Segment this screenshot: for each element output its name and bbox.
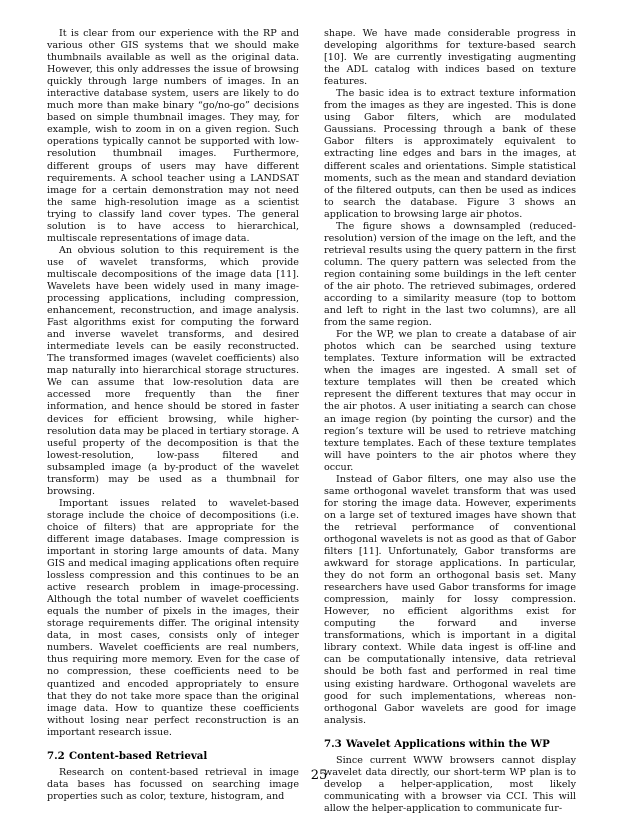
- paragraph: The figure shows a downsampled (reduced-resolution) version of the image on the left, and the retrieval results using the query pattern in the first column. The query pattern was selected from the region containing some buildings in the left center of the air photo. The retrieved subimages, ordered according to a similarity measure (top to bottom and left to right in the last two columns), are all from the same region.: [324, 220, 576, 329]
- paragraph: shape. We have made considerable progress in developing algorithms for texture-based search [10]. We are currently investigating augmenting the ADL catalog with indices based on texture features.: [324, 28, 576, 88]
- paragraph: It is clear from our experience with the RP and various other GIS systems that we should make thumbnails available as well as the original data. However, this only addresses the issue of browsing quickly through large numbers of images. In an interactive database system, users are likely to do much more than make binary “go/no-go” decisions based on simple thumbnail images. They may, for example, wish to zoom in on a given region. Such operations typically cannot be supported with low-resolution thumbnail images. Furthermore, different groups of users may have different requirements. A school teacher using a LANDSAT image for a certain demonstration may not need the same high-resolution image as a scientist trying to classify land cover types. The general solution is to have access to hierarchical, multiscale representations of image data.: [47, 28, 299, 244]
- section-title: Content-based Retrieval: [69, 749, 208, 762]
- paragraph: Research on content-based retrieval in image data bases has focussed on searching image properties such as color, texture, histogram, and: [47, 766, 299, 802]
- section-number: 7.2: [47, 749, 65, 762]
- paragraph: Important issues related to wavelet-based storage include the choice of decompositions (i.e. choice of filters) that are appropriate for the different image databases. Image compression is important in storing large amounts of data. Many GIS and medical imaging applications often require lossless compression and this continues to be an active research problem in image-processing. Although the total number of wavelet coefficients equals the number of pixels in the images, their storage requirements differ. The original intensity data, in most cases, consists only of integer numbers. Wavelet coefficients are real numbers, thus requiring more memory. Even for the case of no compression, these coefficients need to be quantized and encoded appropriately to ensure that they do not take more space than the original image data. How to quantize these coefficients without losing near perfect reconstruction is an important research issue.: [47, 497, 299, 738]
- paragraph: An obvious solution to this requirement is the use of wavelet transforms, which provide multiscale decompositions of the image data [11]. Wavelets have been widely used in many image-processing applications, including compression, enhancement, reconstruction, and image analysis. Fast algorithms exist for computing the forward and inverse wavelet transforms, and desired intermediate levels can be easily reconstructed. The transformed images (wavelet coefficients) also map naturally into hierarchical storage structures. We can assume that low-resolution data are accessed more frequently than the finer information, and hence should be stored in faster devices for efficient browsing, while higher-resolution data may be placed in tertiary storage. A useful property of the decomposition is that the lowest-resolution, low-pass filtered and subsampled image (a by-product of the wavelet transform) may be used as a thumbnail for browsing.: [47, 244, 299, 497]
- section-number: 7.3: [324, 737, 342, 750]
- section-title: Wavelet Applications within the WP: [346, 737, 550, 750]
- paragraph: Since current WWW browsers cannot display wavelet data directly, our short-term WP plan is to develop a helper-application, most likely communicating with a browser via CCI. This will allow the helper-application to communicate fur-: [324, 754, 576, 814]
- section-heading: [324, 738, 576, 751]
- section-heading: [47, 750, 299, 763]
- page-number: 25: [310, 768, 328, 783]
- right-column: [324, 28, 576, 815]
- paragraph: Instead of Gabor filters, one may also use the same orthogonal wavelet transform that was used for storing the image data. However, experiments on a large set of textured images have shown that the retrieval performance of conventional orthogonal wavelets is not as good as that of Gabor filters [11]. Unfortunately, Gabor transforms are awkward for storage applications. In particular, they do not form an orthogonal basis set. Many researchers have used Gabor transforms for image compression, mainly for lossy compression. However, no efficient algorithms exist for computing the forward and inverse transformations, which is important in a digital library context. While data ingest is off-line and can be computationally intensive, data retrieval should be both fast and performed in real time using existing hardware. Orthogonal wavelets are good for such implementations, whereas non-orthogonal Gabor wavelets are good for image analysis.: [324, 473, 576, 726]
- paragraph: The basic idea is to extract texture information from the images as they are ingested. This is done using Gabor filters, which are modulated Gaussians. Processing through a bank of these Gabor filters is approximately equivalent to extracting line edges and bars in the images, at different scales and orientations. Simple statistical moments, such as the mean and standard deviation of the filtered outputs, can then be used as indices to search the database. Figure 3 shows an application to browsing large air photos.: [324, 88, 576, 220]
- paragraph: For the WP, we plan to create a database of air photos which can be searched using texture templates. Texture information will be extracted when the images are ingested. A small set of texture templates will then be created which represent the different textures that may occur in the air photos. A user initiating a search can chose an image region (by pointing the cursor) and the region’s texture will be used to retrieve matching texture templates. Each of these texture templates will have pointers to the air photos where they occur.: [324, 329, 576, 473]
- left-column: [47, 28, 299, 803]
